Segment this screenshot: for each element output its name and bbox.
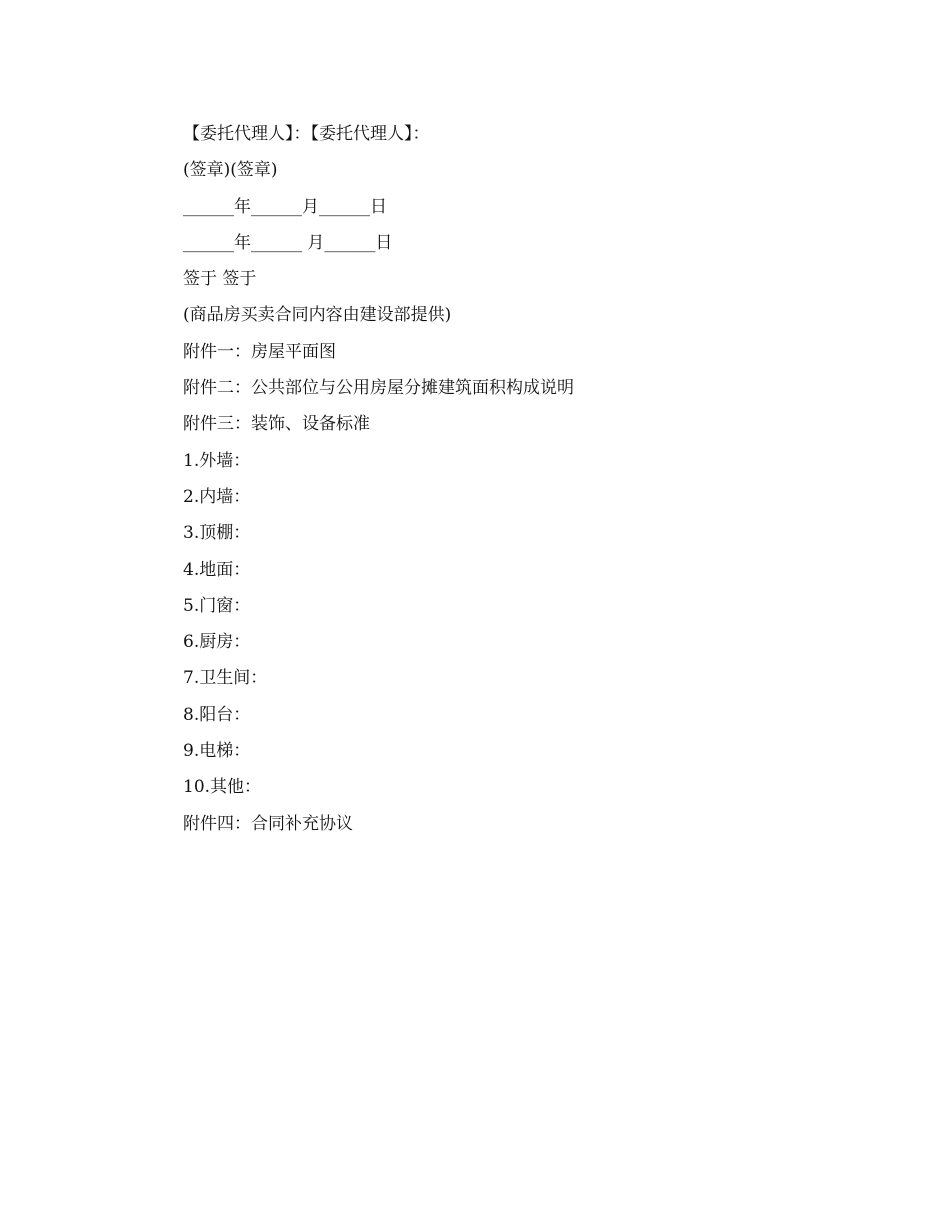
attachment-4: 附件四：合同补充协议 (183, 813, 353, 834)
attachment-3: 附件三：装饰、设备标准 (183, 414, 370, 435)
list-item-bathroom: 7.卫生间： (183, 668, 268, 689)
attachment-2: 附件二：公共部位与公用房屋分摊建筑面积构成说明 (183, 378, 574, 399)
document-body (183, 116, 823, 842)
agent-signature-header: 【委托代理人】：【委托代理人】： (183, 124, 430, 144)
list-item-floor: 4.地面： (183, 559, 251, 580)
list-item-balcony: 8.阳台： (183, 704, 251, 725)
list-item-interior-wall: 2.内墙： (183, 486, 251, 507)
seal-line: (签章)(签章) (183, 160, 278, 181)
date-line-2: ______年______ 月______日 (183, 232, 393, 253)
list-item-exterior-wall: 1.外墙： (183, 450, 251, 471)
contract-source-note: (商品房买卖合同内容由建设部提供) (183, 305, 452, 326)
attachment-1: 附件一：房屋平面图 (183, 341, 336, 362)
signed-at-line: 签于 签于 (183, 269, 257, 290)
list-item-kitchen: 6.厨房： (183, 632, 251, 653)
date-line-1: ______年______月______日 (183, 196, 387, 217)
list-item-ceiling: 3.顶棚： (183, 523, 251, 544)
list-item-doors-windows: 5.门窗： (183, 595, 251, 616)
list-item-elevator: 9.电梯： (183, 741, 251, 762)
list-item-other: 10.其他： (183, 777, 262, 798)
